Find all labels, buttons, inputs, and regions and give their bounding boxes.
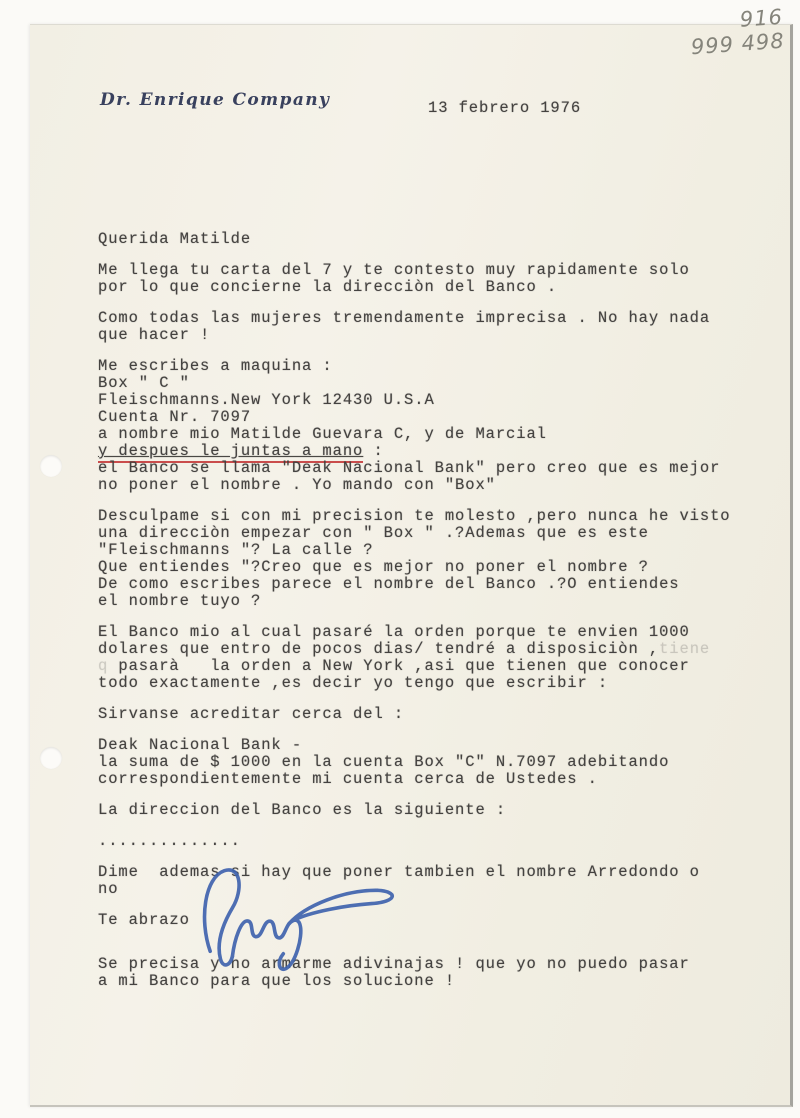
letter-line: el nombre tuyo ? — [98, 592, 262, 610]
letter-line: Te abrazo — [98, 911, 190, 929]
letter-line: no poner el nombre . Yo mando con "Box" — [98, 476, 496, 494]
letter-paragraph — [98, 231, 760, 248]
letter-paragraph — [98, 624, 760, 692]
letter-line: correspondientemente mi cuenta cerca de Ustedes . — [98, 770, 598, 788]
letter-paragraph — [98, 802, 760, 819]
letter-line: no — [98, 880, 119, 898]
letter-line: por lo que concierne la direcciòn del Banco . — [98, 278, 558, 296]
letter-line: Dime ademas si hay que poner tambien el nombre Arredondo o — [98, 863, 700, 881]
letter-line: La direccion del Banco es la siguiente : — [98, 801, 507, 819]
letter-line: Me escribes a maquina : — [98, 357, 333, 375]
archive-number-2: 999 498 — [690, 28, 786, 60]
letter-line: Cuenta Nr. 7097 — [98, 408, 252, 426]
letter-line: a mi Banco para que los solucione ! — [98, 972, 456, 990]
letter-line: De como escribes parece el nombre del Banco .?O entiendes — [98, 575, 680, 593]
letter-line: Box " C " — [98, 374, 190, 392]
letter-line: Sirvanse acreditar cerca del : — [98, 705, 405, 723]
letter-paragraph — [98, 358, 760, 494]
letter-line: y despues le juntas a mano : — [98, 443, 760, 460]
letter-line: que hacer ! — [98, 326, 211, 344]
letter-line: El Banco mio al cual pasaré la orden porque te envien 1000 — [98, 623, 690, 641]
letter-line: Deak Nacional Bank - — [98, 736, 303, 754]
letter-line: q pasarà la orden a New York ,asi que tienen que conocer — [98, 657, 690, 675]
letter-paragraph — [98, 508, 760, 610]
letter-line: Me llega tu carta del 7 y te contesto muy rapidamente solo — [98, 261, 690, 279]
letter-line: .............. — [98, 832, 241, 850]
letter-line: Se precisa y no armarme adivinajas ! que yo no puedo pasar — [98, 955, 690, 973]
letter-line: Que entiendes "?Creo que es mejor no poner el nombre ? — [98, 558, 649, 576]
punch-hole-bottom — [40, 747, 62, 769]
letter-line: "Fleischmanns "? La calle ? — [98, 541, 374, 559]
letter-line: dolares que entro de pocos dias/ tendré a disposiciòn ,tiene — [98, 640, 711, 658]
letter-line: todo exactamente ,es decir yo tengo que escribir : — [98, 674, 609, 692]
letter-paragraph — [98, 262, 760, 296]
letter-date: 13 febrero 1976 — [428, 99, 582, 117]
letter-line: Fleischmanns.New York 12430 U.S.A — [98, 391, 435, 409]
letter-paragraph — [98, 310, 760, 344]
letter-line: Querida Matilde — [98, 230, 252, 248]
letter-line: Desculpame si con mi precision te molesto ,pero nunca he visto — [98, 507, 731, 525]
letter-line: una direcciòn empezar con " Box " .?Ademas que es este — [98, 524, 649, 542]
letterhead: Dr. Enrique Company — [100, 90, 331, 110]
letter-paragraph — [98, 737, 760, 788]
archive-numbers — [689, 5, 786, 59]
punch-hole-top — [40, 455, 62, 477]
letter-paragraph — [98, 706, 760, 723]
letter-paragraph — [98, 833, 760, 850]
letter-line: la suma de $ 1000 en la cuenta Box "C" N.7097 adebitando — [98, 753, 670, 771]
letter-line: Como todas las mujeres tremendamente imprecisa . No hay nada — [98, 309, 711, 327]
letter-line: a nombre mio Matilde Guevara C, y de Marcial — [98, 425, 547, 443]
signature-enrique — [191, 854, 415, 978]
letter-line: el Banco se llama "Deak Nacional Bank" pero creo que es mejor — [98, 459, 721, 477]
archive-number-1: 916 — [739, 4, 784, 32]
